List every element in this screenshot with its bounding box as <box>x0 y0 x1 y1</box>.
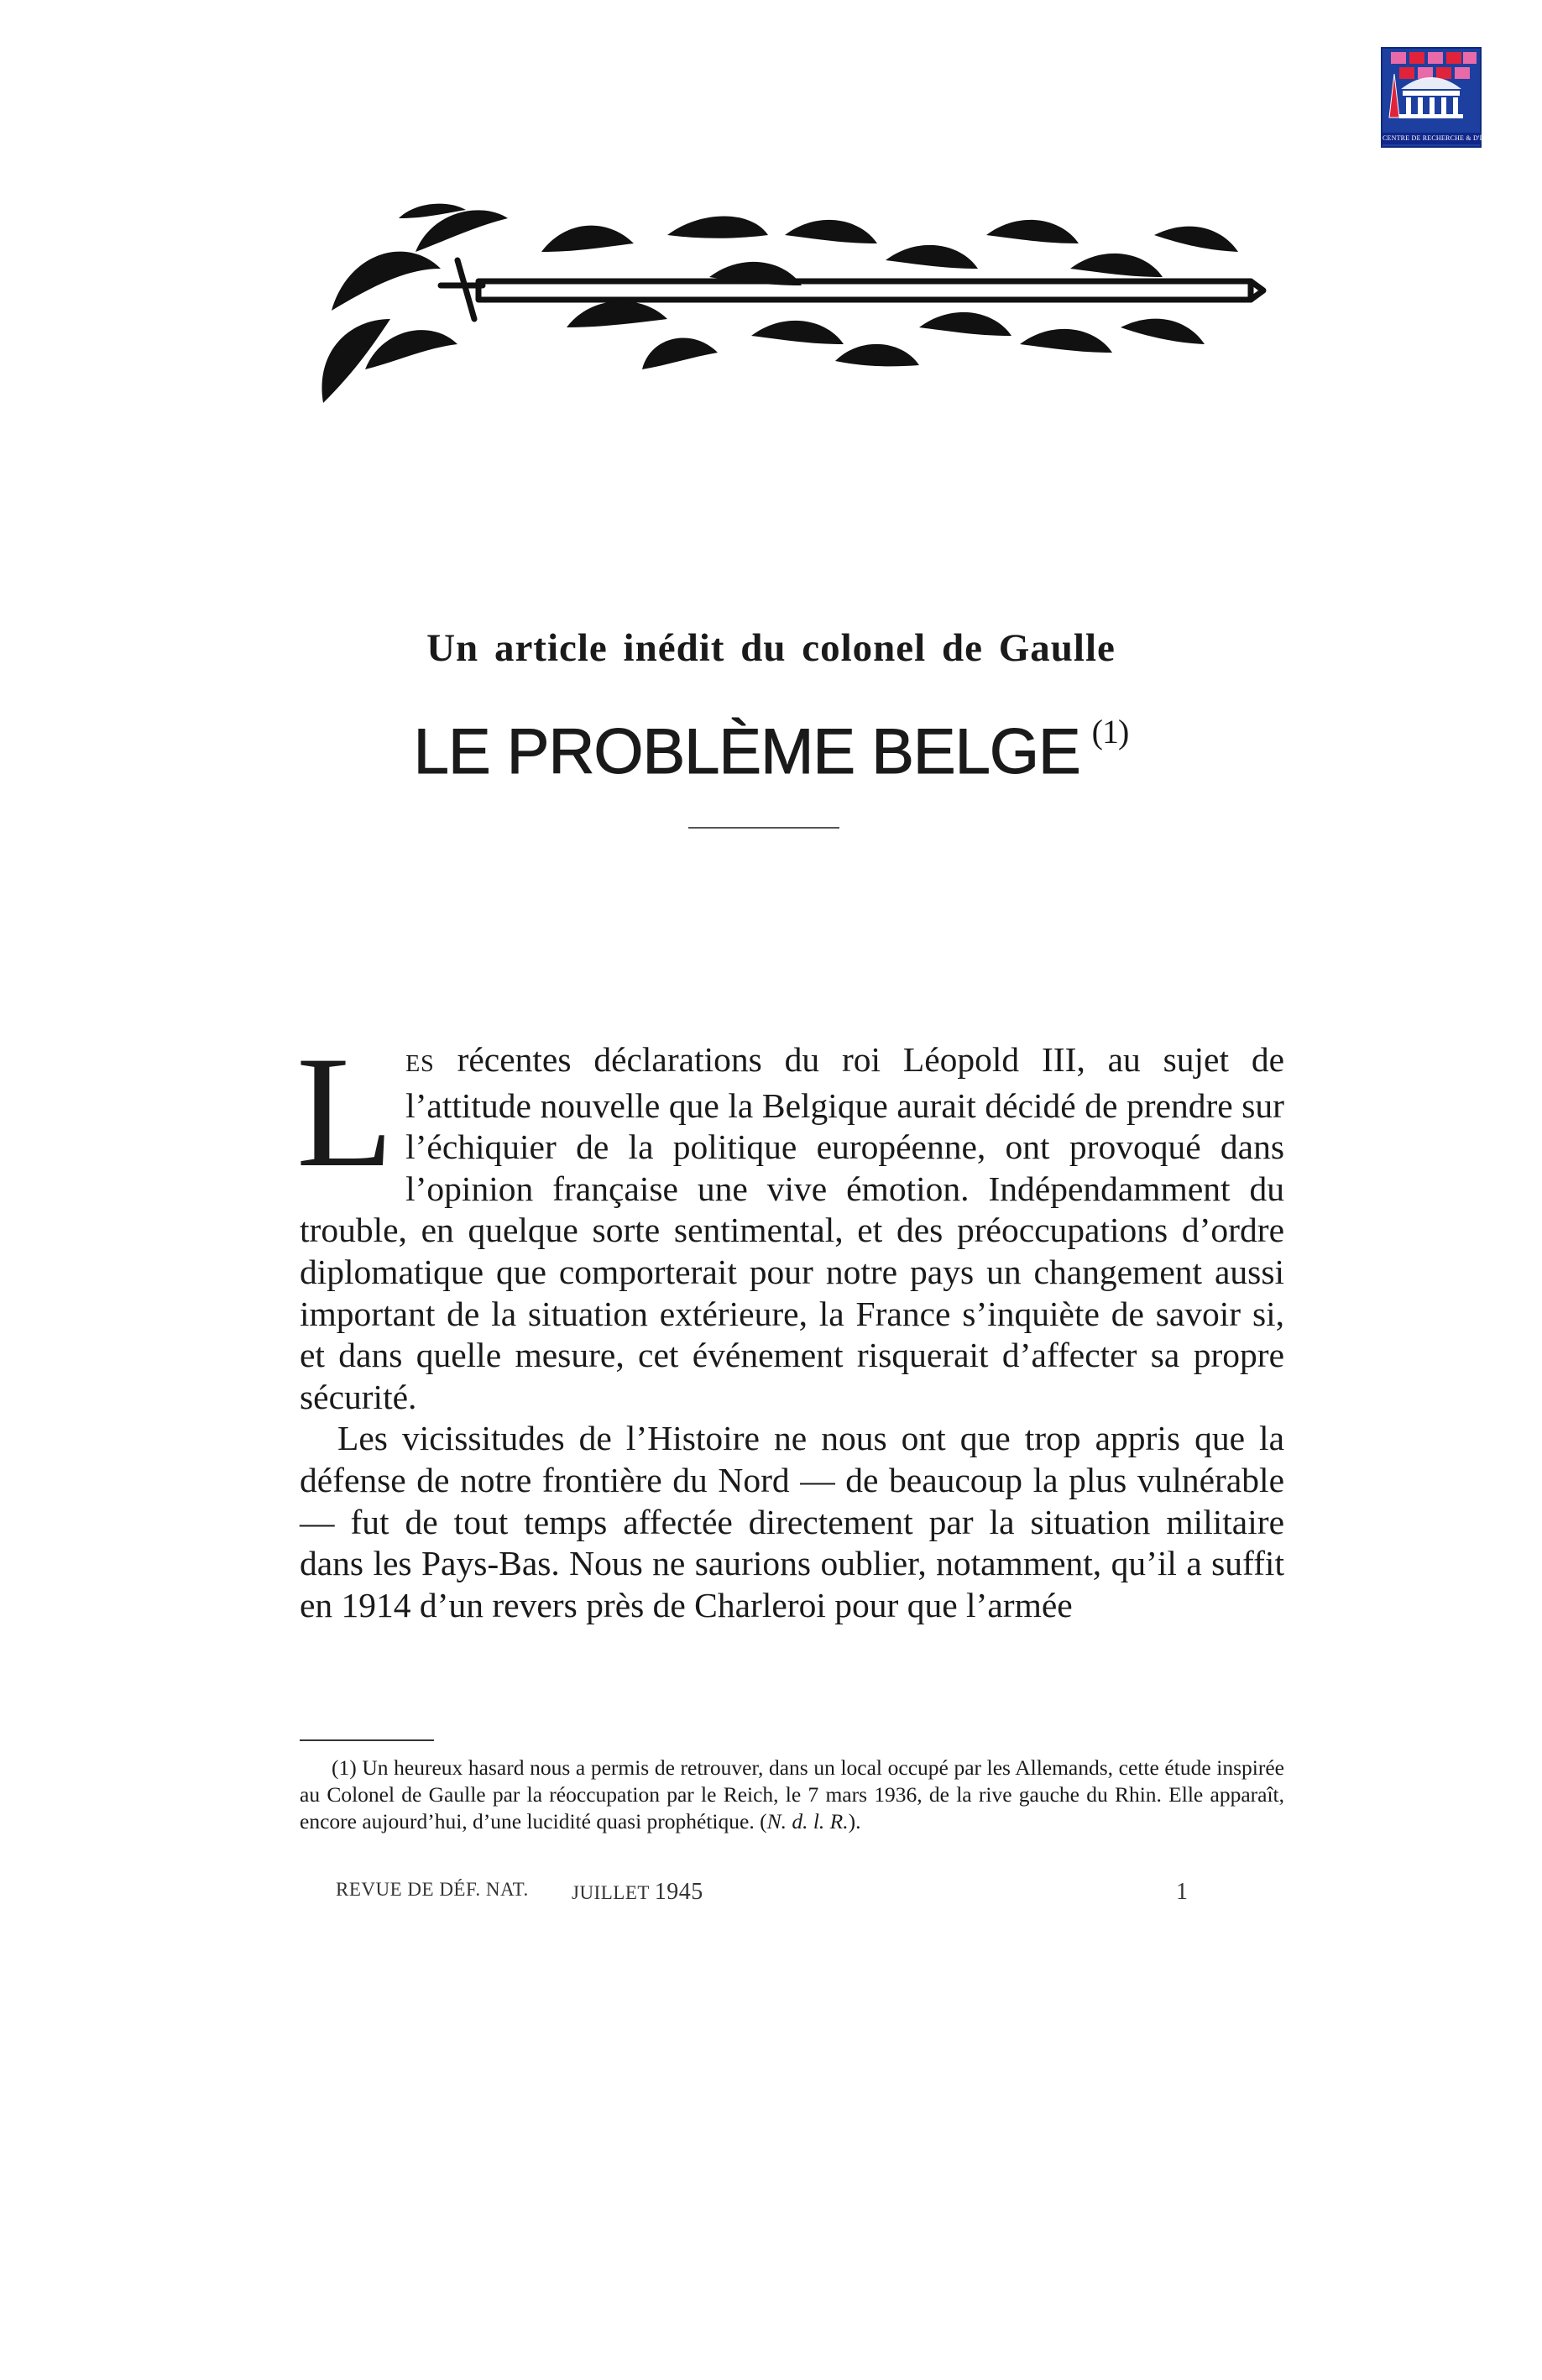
footnote-divider <box>300 1739 434 1741</box>
footnote-ndlr: N. d. l. R. <box>766 1809 849 1833</box>
laurel-branch-sword-icon <box>315 201 1263 411</box>
page-footer <box>336 1879 1188 1907</box>
issue-date <box>572 1879 703 1906</box>
footnote-text: Un heureux hasard nous a permis de retrouver, dans un local occupé par les Allemands, cette étude inspirée au Colonel de Gaulle par la réoccupation par le Reich, le 7 mars 1936, de la rive gauche du Rhin. Elle apparaît, encore aujourd’hui, d’une lucidité quasi prophétique. ( <box>300 1755 1284 1833</box>
paragraph-2: Les vicissitudes de l’Histoire ne nous ont que trop appris que la défense de notre frontière du Nord — de beaucoup la plus vulnérable — fut de tout temps affectée directement par la situation militaire dans les Pays-Bas. Nous ne saurions oublier, notamment, qu’il a suffit en 1914 d’un revers près de Charleroi pour que l’armée <box>300 1419 1284 1624</box>
small-caps-word: ES <box>405 1051 435 1077</box>
title-divider <box>688 827 839 829</box>
paragraph <box>296 1024 1284 1418</box>
article-title <box>0 712 1542 788</box>
footnote <box>300 1755 1284 1835</box>
drop-cap: L <box>296 1024 395 1200</box>
logo-caption: CENTRE DE RECHERCHE & D'ÉTUDES <box>1383 133 1480 144</box>
paragraph-1-text: récentes déclarations du roi Léopold III, au sujet de l’attitude nouvelle que la Belgique aurait décidé de prendre sur l’échiquier de la politique européenne, ont provoqué dans l’opinion française une vive émotion. Indépendamment du trouble, en quelque sorte sentimental, et des préoccupations d’ordre diplomatique que comporterait pour notre pays un changement aussi important de la situation extérieure, la France s’inquiète de savoir si, et dans quelle mesure, cet événement risquerait d’affecter sa propre sécurité. <box>300 1040 1284 1416</box>
journal-name: REVUE DE DÉF. NAT. <box>336 1879 529 1900</box>
page-number: 1 <box>1176 1879 1188 1905</box>
issue-month: JUILLET <box>572 1882 650 1903</box>
footnote-closing: ). <box>848 1809 861 1833</box>
article-body <box>296 1024 1284 1626</box>
article-kicker: Un article inédit du colonel de Gaulle <box>426 626 1116 670</box>
publisher-logo <box>1381 47 1507 148</box>
title-text: LE PROBLÈME BELGE <box>413 716 1080 787</box>
monument-icon <box>1383 49 1480 133</box>
footnote-number: (1) <box>332 1755 357 1780</box>
issue-year: 1945 <box>654 1879 703 1905</box>
title-footnote-ref: (1) <box>1091 713 1129 751</box>
